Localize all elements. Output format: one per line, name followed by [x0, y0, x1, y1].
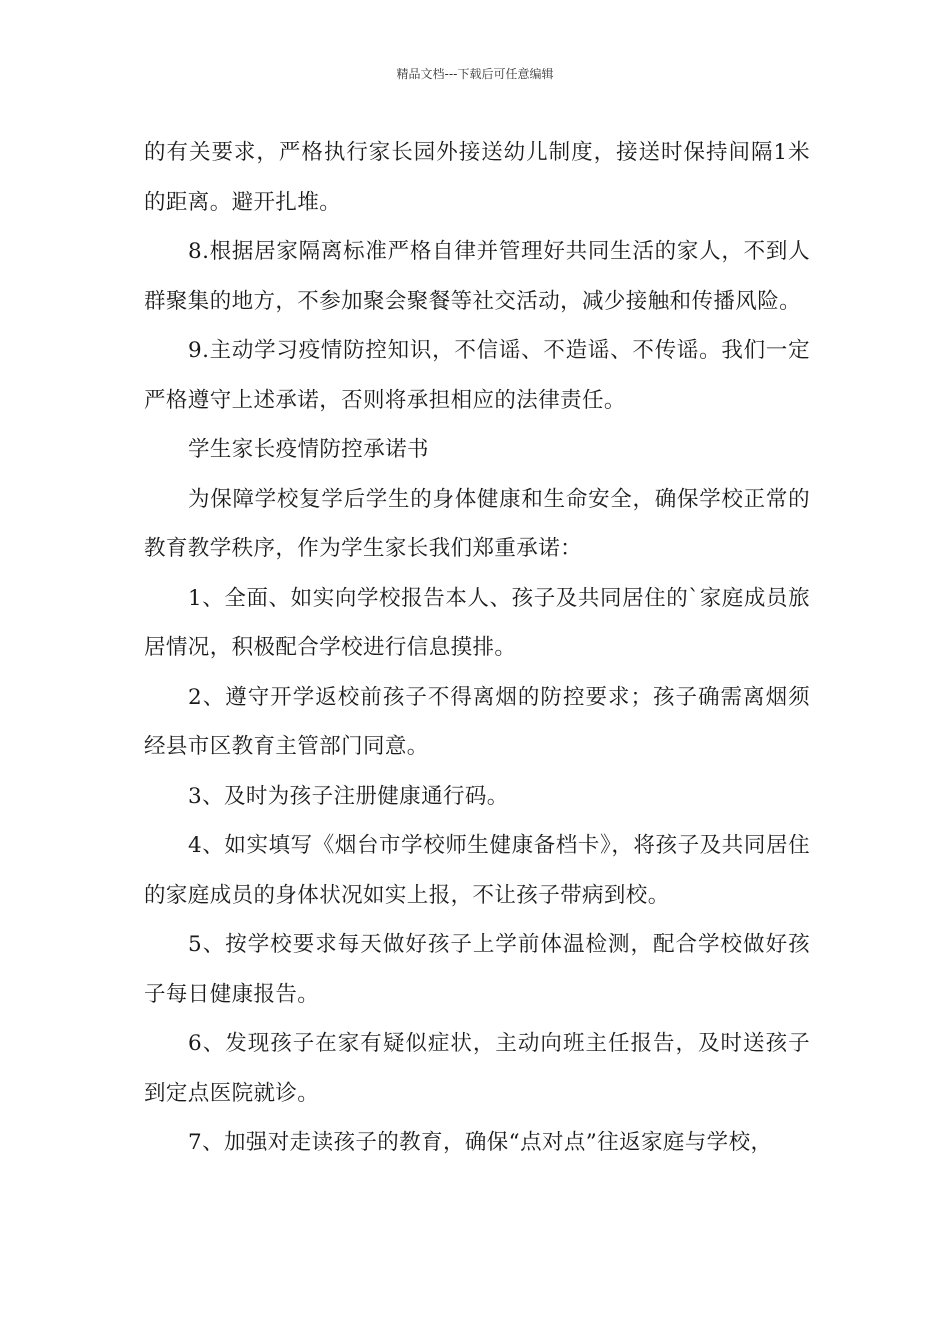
- paragraph-12: 7、加强对走读孩子的教育，确保“点对点”往返家庭与学校，: [188, 1130, 773, 1155]
- paragraph-7: 2、遵守开学返校前孩子不得离烟的防控要求；孩子确需离烟须经县市区教育主管部门同意。: [144, 684, 810, 759]
- paragraph-11: 6、发现孩子在家有疑似症状，主动向班主任报告，及时送孩子到定点医院就诊。: [144, 1031, 810, 1106]
- paragraph-2: 8.根据居家隔离标准严格自律并管理好共同生活的家人，不到人群聚集的地方，不参加聚会聚餐等社交活动，减少接触和传播风险。: [144, 239, 810, 314]
- paragraph-3: 9.主动学习疫情防控知识，不信谣、不造谣、不传谣。我们一定严格遵守上述承诺，否则将承担相应的法律责任。: [144, 338, 810, 413]
- paragraph-1: 的有关要求，严格执行家长园外接送幼儿制度，接送时保持间隔1米的距离。避开扎堆。: [144, 140, 810, 215]
- paragraph-10: 5、按学校要求每天做好孩子上学前体温检测，配合学校做好孩子每日健康报告。: [144, 932, 810, 1007]
- paragraph-8: 3、及时为孩子注册健康通行码。: [188, 783, 509, 809]
- document-body: [144, 128, 810, 1168]
- paragraph-5: 为保障学校复学后学生的身体健康和生命安全，确保学校正常的教育教学秩序，作为学生家长我们郑重承诺：: [144, 486, 810, 561]
- paragraph-9: 4、如实填写《烟台市学校师生健康备档卡》，将孩子及共同居住的家庭成员的身体状况如实上报，不让孩子带病到校。: [144, 833, 810, 908]
- section-title: 学生家长疫情防控承诺书: [188, 437, 429, 462]
- paragraph-6: 1、全面、如实向学校报告本人、孩子及共同居住的`家庭成员旅居情况，积极配合学校进行信息摸排。: [144, 585, 810, 660]
- page-header: 精品文档---下载后可任意编辑: [396, 67, 554, 81]
